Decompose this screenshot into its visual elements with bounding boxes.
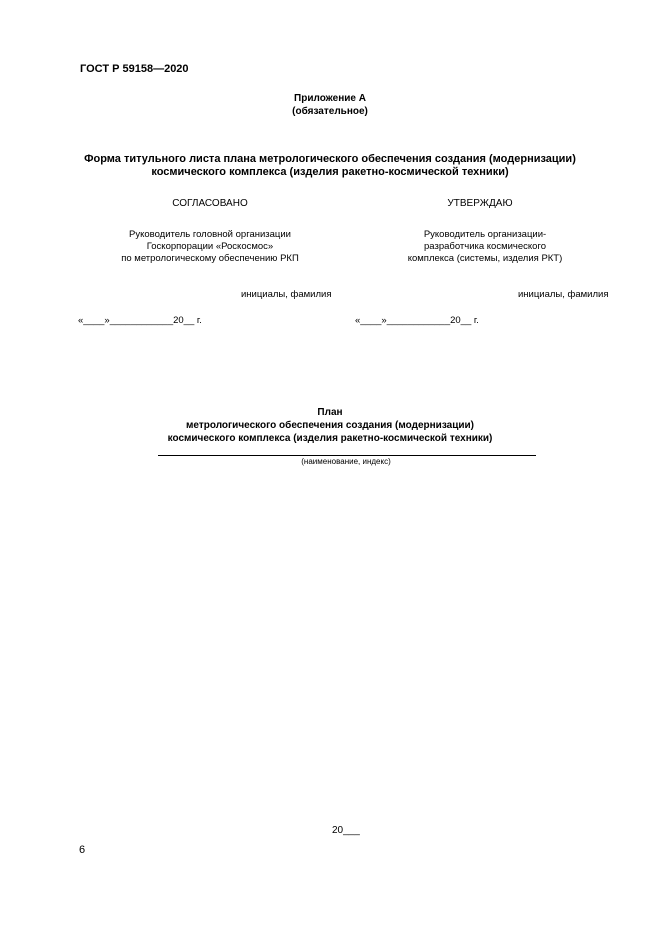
plan-name-caption: (наименование, индекс) xyxy=(301,457,391,466)
left-date-field: «____»____________20__ г. xyxy=(78,315,202,326)
plan-name-line xyxy=(158,455,536,456)
right-signature-caption: инициалы, фамилия xyxy=(518,289,609,300)
form-title-line-2: космического комплекса (изделия ракетно-космической техники) xyxy=(151,166,509,178)
left-approval-heading: СОГЛАСОВАНО xyxy=(172,198,248,209)
plan-line-1: метрологического обеспечения создания (модернизации) xyxy=(186,420,474,431)
appendix-heading xyxy=(230,92,430,118)
right-approval-heading: УТВЕРЖДАЮ xyxy=(447,198,513,209)
page-number: 6 xyxy=(79,844,86,856)
right-signatory-position xyxy=(365,229,605,265)
left-position-line-1: Руководитель головной организации xyxy=(129,229,291,240)
right-date-field: «____»____________20__ г. xyxy=(355,315,479,326)
right-position-line-3: комплекса (системы, изделия РКТ) xyxy=(407,253,563,264)
plan-line-2: космического комплекса (изделия ракетно-космической техники) xyxy=(167,433,493,444)
left-position-line-2: Госкорпорации «Роскосмос» xyxy=(146,241,274,252)
appendix-status: (обязательное) xyxy=(292,106,368,117)
left-position-line-3: по метрологическому обеспечению РКП xyxy=(121,253,299,264)
form-title xyxy=(40,153,620,179)
right-position-line-2: разработчика космического xyxy=(424,241,546,252)
form-title-line-1: Форма титульного листа плана метрологического обеспечения создания (модернизации) xyxy=(84,153,576,165)
right-position-line-1: Руководитель организации- xyxy=(423,229,547,240)
document-standard-number: ГОСТ Р 59158—2020 xyxy=(80,63,189,75)
left-signature-caption: инициалы, фамилия xyxy=(241,289,332,300)
appendix-title: Приложение А xyxy=(294,93,366,104)
plan-title-block xyxy=(110,406,550,445)
plan-title: План xyxy=(317,407,343,418)
plan-year: 20___ xyxy=(332,825,360,836)
left-signatory-position xyxy=(90,229,330,265)
